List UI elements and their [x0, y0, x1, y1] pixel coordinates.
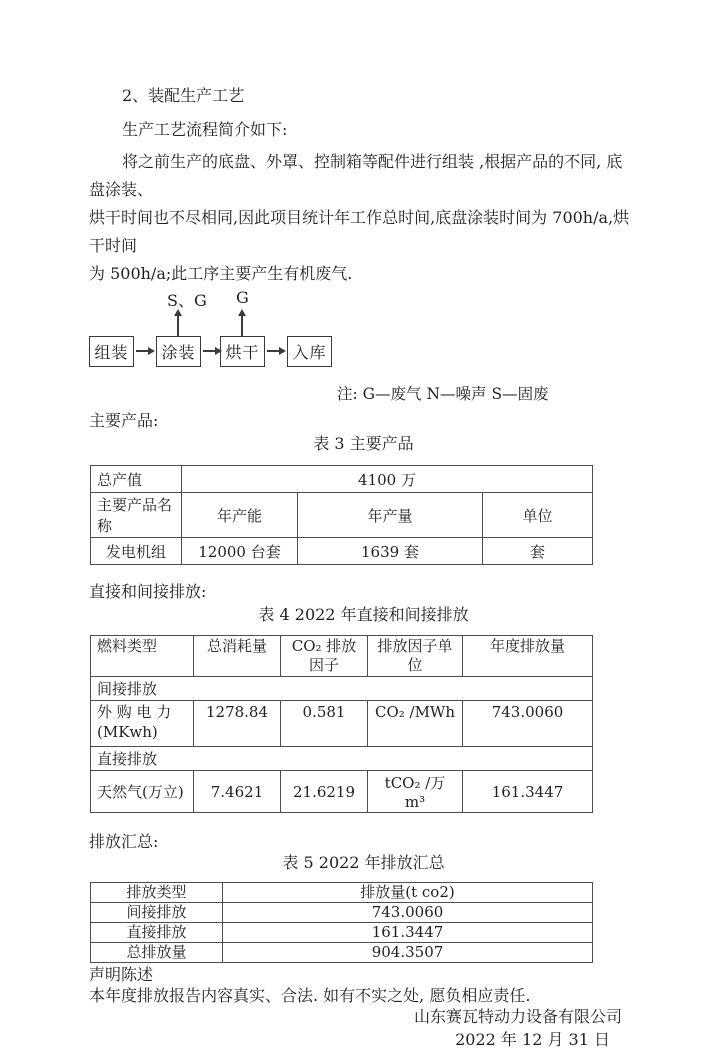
right-arrow-icon: [215, 347, 222, 355]
product-name: 发电机组: [91, 538, 182, 565]
up-arrow-icon: [238, 309, 246, 316]
annual-output: 1639 套: [298, 538, 483, 565]
right-arrow-stem: [136, 350, 148, 352]
paragraph-line: 为 500h/a;此工序主要产生有机废气.: [89, 264, 353, 283]
column-header: 燃料类型: [91, 636, 194, 677]
column-header: CO₂ 排放因子: [281, 636, 368, 677]
process-paragraph: [89, 148, 638, 288]
declaration-title: 声明陈述: [89, 965, 154, 984]
fuel-type: 天然气(万立): [91, 771, 194, 813]
right-arrow-stem: [267, 350, 279, 352]
table4-caption: 表 4 2022 年直接和间接排放: [258, 605, 469, 624]
fuel-type: [91, 701, 194, 747]
right-arrow-icon: [279, 347, 286, 355]
paragraph-line: 烘干时间也不尽相同,因此项目统计年工作总时间,底盘涂装时间为 700h/a,烘干时间: [89, 208, 630, 255]
column-header: 年度排放量: [463, 636, 593, 677]
direct-section-label: 直接排放: [91, 747, 593, 771]
table-row: [91, 466, 593, 493]
unit: 套: [483, 538, 593, 565]
table-row: [91, 493, 593, 538]
table-row: [91, 923, 593, 943]
table-row: [91, 903, 593, 923]
up-arrow-stem: [241, 316, 243, 336]
diagram-note: 注: G—废气 N—噪声 S—固废: [337, 385, 549, 403]
emissions-table: [90, 635, 593, 813]
table3-caption: 表 3 主要产品: [313, 434, 414, 453]
emission-label-sg: S、G: [167, 291, 207, 310]
paragraph-line: 将之前生产的底盘、外罩、控制箱等配件进行组装 ,根据产品的不同, 底盘涂装、: [89, 152, 623, 199]
annual-emission: 743.0060: [463, 701, 593, 747]
company-signature: 山东赛瓦特动力设备有限公司: [413, 1007, 622, 1026]
table-row: [91, 943, 593, 963]
table-row: [91, 771, 593, 813]
right-arrow-stem: [203, 350, 215, 352]
table-row: [91, 747, 593, 771]
column-header: 排放类型: [91, 883, 223, 903]
intro-line: 生产工艺流程简介如下:: [122, 120, 288, 139]
column-header: 排放量(t co2): [223, 883, 593, 903]
section-title: 2、装配生产工艺: [122, 86, 245, 105]
annual-capacity: 12000 台套: [182, 538, 298, 565]
column-header: 单位: [483, 493, 593, 538]
table-header-row: [91, 883, 593, 903]
emission-amount: 743.0060: [223, 903, 593, 923]
column-header: 排放因子单位: [368, 636, 463, 677]
emission-label-g: G: [236, 288, 249, 307]
fuel-type-line2: (MKwh): [97, 723, 158, 741]
indirect-section-label: 间接排放: [91, 677, 593, 701]
consumption-value: 7.4621: [194, 771, 281, 813]
factor-unit: tCO₂ /万 m³: [368, 771, 463, 813]
up-arrow-icon: [174, 309, 182, 316]
up-arrow-stem: [177, 316, 179, 336]
column-header: 年产量: [298, 493, 483, 538]
total-output-value: 4100 万: [182, 466, 593, 493]
table-row: [91, 701, 593, 747]
flow-step-painting: 涂装: [156, 336, 201, 367]
flow-step-assembly: 组装: [89, 336, 134, 367]
fuel-type-line1: 外 购 电 力: [97, 703, 172, 721]
emission-amount: 904.3507: [223, 943, 593, 963]
products-table: [90, 465, 593, 565]
annual-emission: 161.3447: [463, 771, 593, 813]
summary-heading: 排放汇总:: [89, 832, 159, 851]
emissions-heading: 直接和间接排放:: [89, 582, 207, 601]
emission-type: 直接排放: [91, 923, 223, 943]
consumption-value: 1278.84: [194, 701, 281, 747]
right-arrow-icon: [148, 347, 155, 355]
factor-unit: CO₂ /MWh: [368, 701, 463, 747]
emission-factor: 21.6219: [281, 771, 368, 813]
column-header: 主要产品名称: [91, 493, 182, 538]
table-row: [91, 538, 593, 565]
emission-type: 间接排放: [91, 903, 223, 923]
flow-step-warehousing: 入库: [287, 336, 332, 367]
products-heading: 主要产品:: [89, 411, 159, 430]
declaration-body: 本年度排放报告内容真实、合法. 如有不实之处, 愿负相应责任.: [89, 986, 531, 1005]
table5-caption: 表 5 2022 年排放汇总: [282, 853, 445, 872]
emission-amount: 161.3447: [223, 923, 593, 943]
flow-diagram: [89, 288, 638, 376]
emission-factor: 0.581: [281, 701, 368, 747]
column-header: 年产能: [182, 493, 298, 538]
signature-date: 2022 年 12 月 31 日: [455, 1030, 610, 1049]
emission-type: 总排放量: [91, 943, 223, 963]
table-header-row: [91, 636, 593, 677]
table-row: [91, 677, 593, 701]
flow-step-drying: 烘干: [220, 336, 265, 367]
column-header: 总消耗量: [194, 636, 281, 677]
summary-table: [90, 882, 593, 963]
total-output-label: 总产值: [91, 466, 182, 493]
